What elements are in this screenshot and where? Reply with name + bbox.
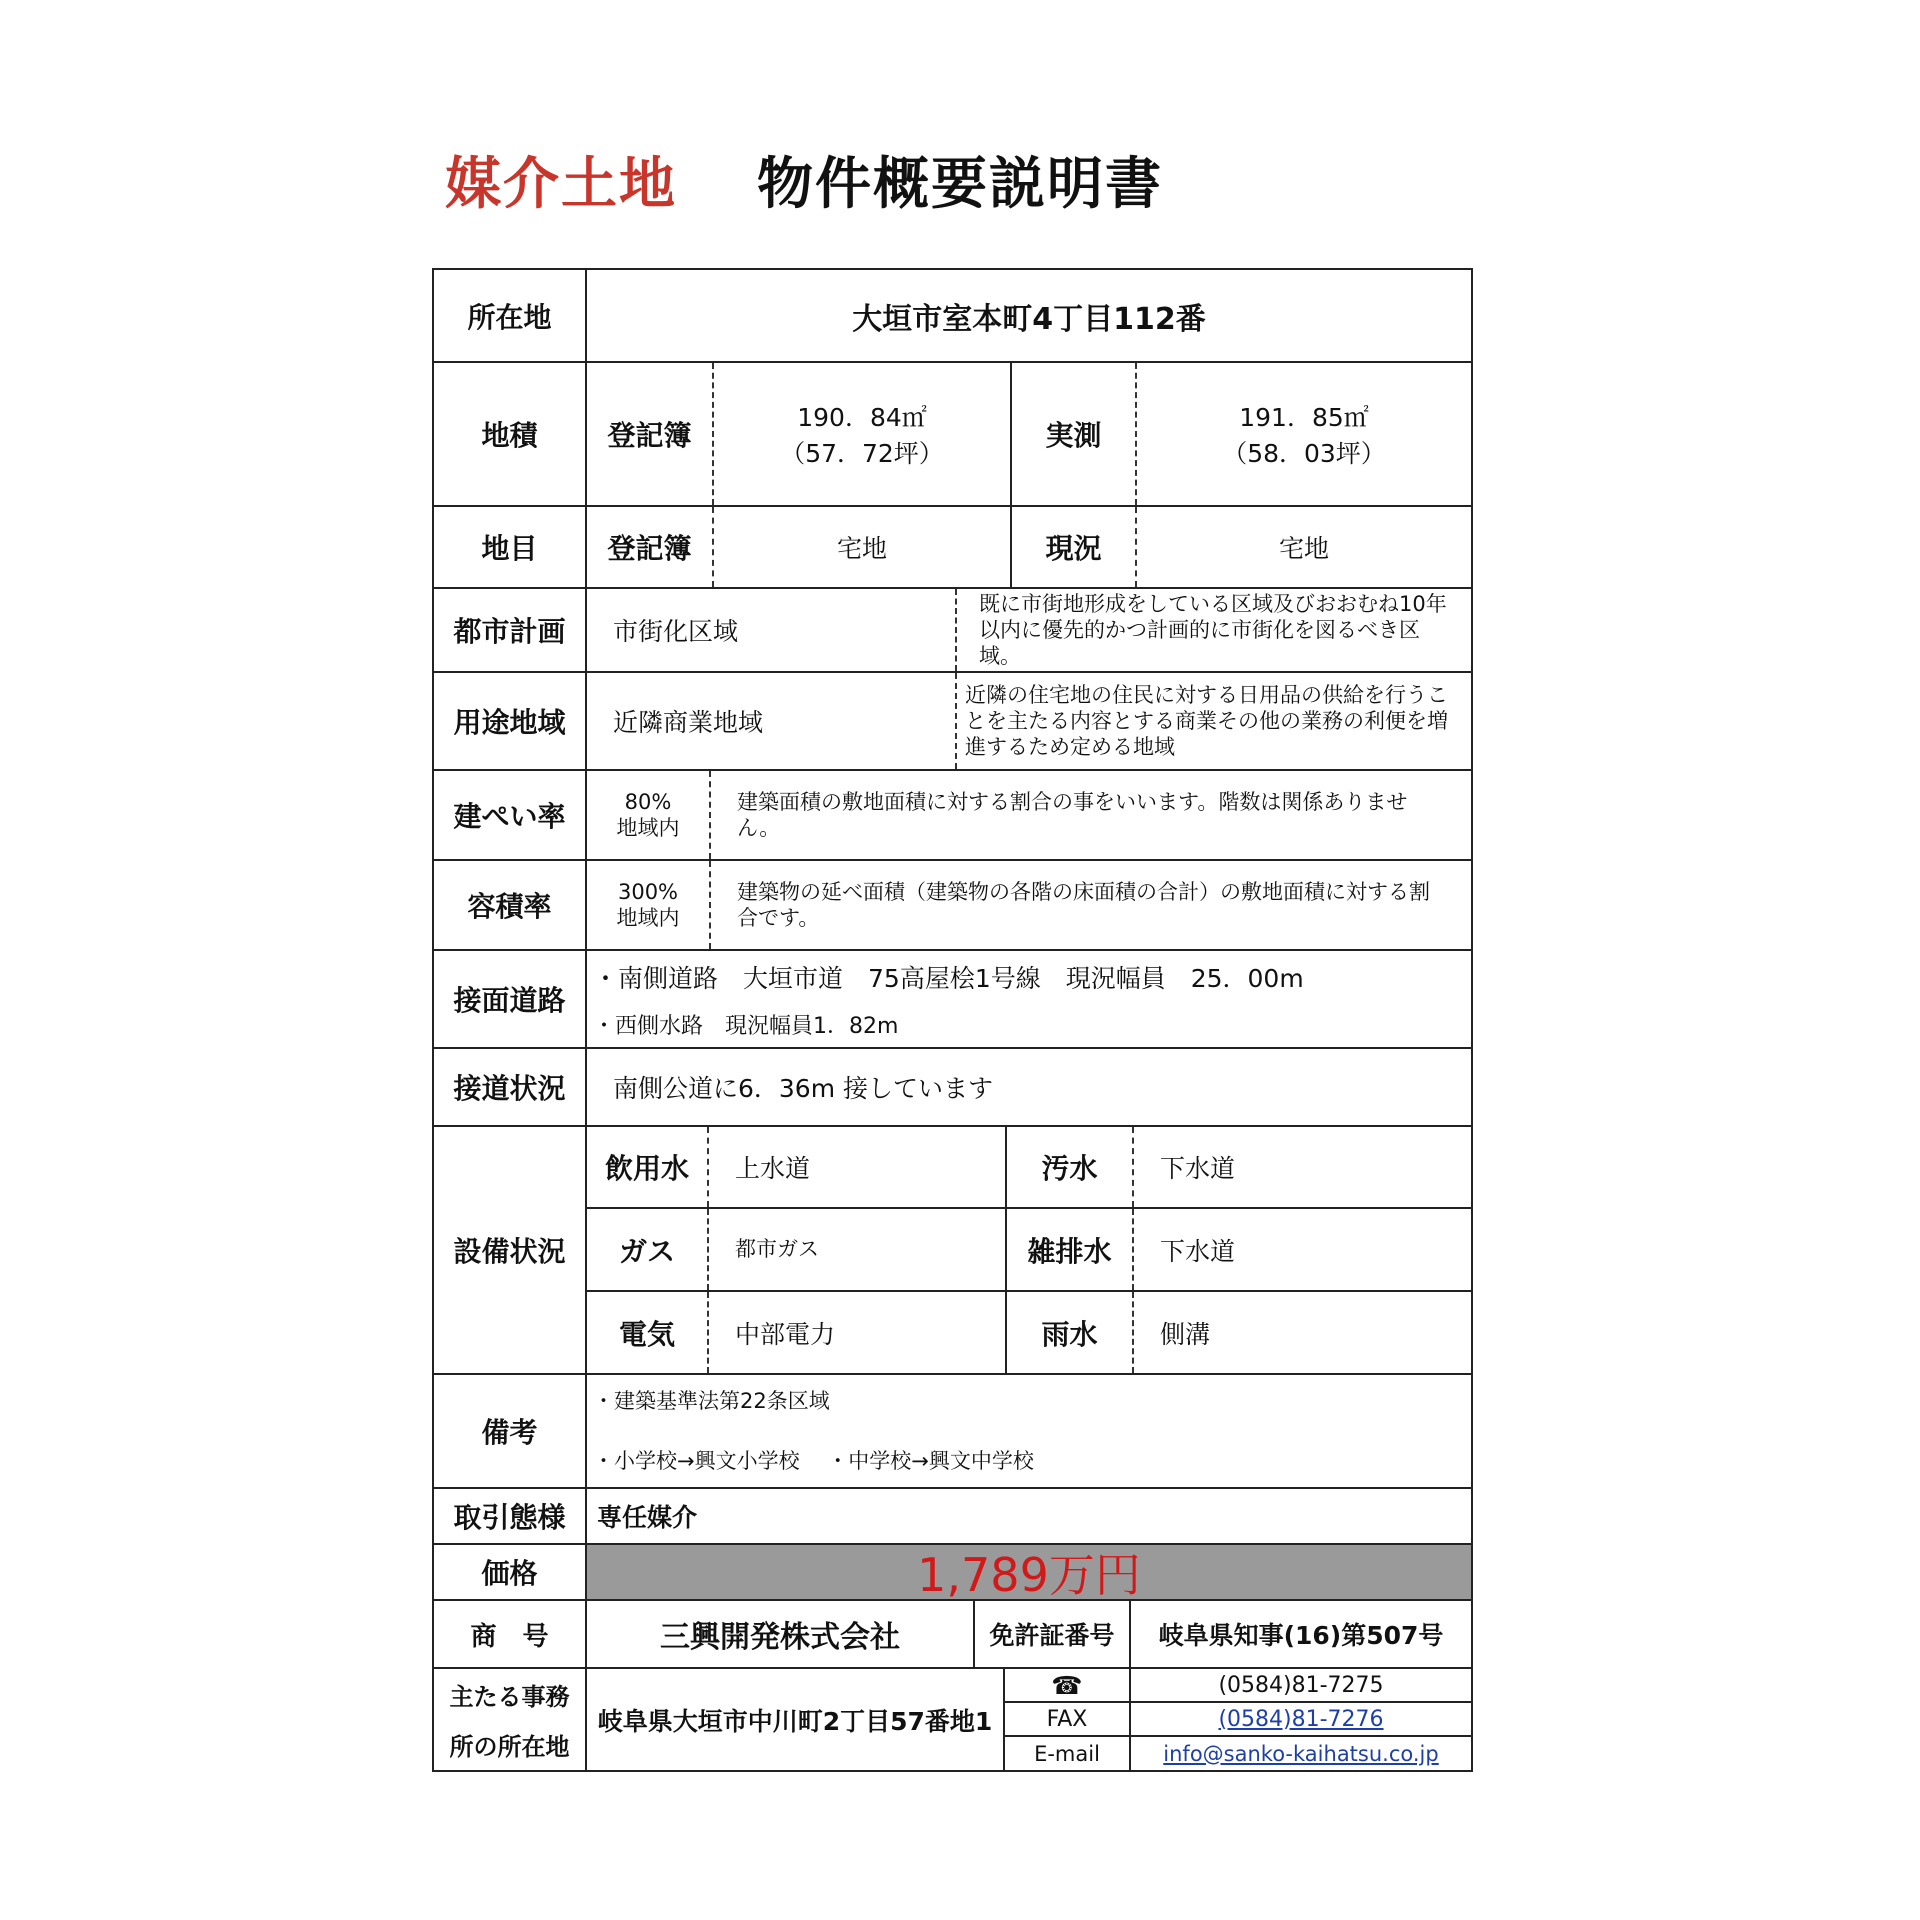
facility-rain-label: 雨水 <box>1041 1317 1098 1351</box>
coverage-pct: 80% <box>624 789 672 814</box>
far-desc: 建築物の延べ面積（建築物の各階の床面積の合計）の敷地面積に対する割合です。 <box>709 861 1471 949</box>
license-label: 免許証番号 <box>973 1599 1131 1669</box>
fax-label: FAX <box>1003 1701 1131 1737</box>
transaction-label: 取引態様 <box>432 1487 587 1545</box>
city-planning-label: 都市計画 <box>432 587 587 673</box>
notes-line-2: ・小学校→興文小学校 ・中学校→興文中学校 <box>593 1449 1034 1473</box>
email-link[interactable]: info@sanko-kaihatsu.co.jp <box>1163 1741 1439 1766</box>
facility-sewage-label: 汚水 <box>1041 1152 1098 1185</box>
facility-gas-label: ガス <box>618 1234 675 1268</box>
facility-misc-value: 下水道 <box>1132 1209 1471 1290</box>
area-registry-label: 登記簿 <box>607 419 692 452</box>
facility-gas-value: 都市ガス <box>707 1209 1005 1290</box>
office-label-line-2: 所の所在地 <box>449 1733 570 1761</box>
facility-sewage-value: 下水道 <box>1132 1127 1471 1207</box>
company-label: 商 号 <box>432 1599 587 1669</box>
road-line-1: ・南側道路 大垣市道 75高屋桧1号線 現況幅員 25．00m <box>593 963 1304 993</box>
coverage-label: 建ぺい率 <box>432 769 587 861</box>
facility-rain-value: 側溝 <box>1132 1292 1471 1373</box>
area-registry-value <box>712 363 1010 505</box>
location-value: 大垣市室本町4丁目112番 <box>585 268 1473 363</box>
office-address: 岐阜県大垣市中川町2丁目57番地1 <box>585 1667 1005 1772</box>
office-label-line-1: 主たる事務 <box>449 1683 570 1711</box>
road-value <box>585 949 1473 1049</box>
coverage-desc: 建築面積の敷地面積に対する割合の事をいいます。階数は関係ありません。 <box>709 771 1471 859</box>
coverage-within: 地域内 <box>616 816 680 840</box>
land-category-label: 地目 <box>432 505 587 589</box>
notes-value <box>585 1373 1473 1489</box>
area-survey-m2: 191．85㎡ <box>1239 403 1369 432</box>
coverage-pct-box <box>587 771 709 859</box>
city-planning-desc: 既に市街地形成をしている区域及びおおむね10年以内に優先的かつ計画的に市街化を図るべき区域。 <box>955 589 1471 671</box>
far-pct: 300% <box>617 879 679 904</box>
land-current-value: 宅地 <box>1135 507 1471 587</box>
notes-line-1: ・建築基準法第22条区域 <box>593 1388 830 1413</box>
far-label: 容積率 <box>432 859 587 951</box>
road-access-label: 接道状況 <box>432 1047 587 1127</box>
page-title <box>445 140 1163 220</box>
tel-value: (0584)81-7275 <box>1129 1667 1473 1703</box>
location-label: 所在地 <box>432 268 587 363</box>
area-label: 地積 <box>432 361 587 507</box>
area-survey-value <box>1135 363 1471 505</box>
transaction-value: 専任媒介 <box>585 1487 1473 1545</box>
facility-elec-label: 電気 <box>618 1317 675 1351</box>
road-access-value: 南側公道に6．36m 接しています <box>585 1047 1473 1127</box>
facility-water-label: 飲用水 <box>604 1152 689 1185</box>
area-registry-tsubo: （57．72坪） <box>780 439 944 468</box>
city-planning-value: 市街化区域 <box>613 617 739 646</box>
far-pct-box <box>587 861 709 949</box>
title-category: 媒介土地 <box>445 152 677 217</box>
fax-value[interactable] <box>1129 1701 1473 1737</box>
road-label: 接面道路 <box>432 949 587 1049</box>
title-main: 物件概要説明書 <box>757 152 1163 217</box>
price-label: 価格 <box>432 1543 587 1601</box>
company-name: 三興開発株式会社 <box>585 1599 975 1669</box>
area-survey-tsubo: （58．03坪） <box>1222 439 1386 468</box>
zoning-desc: 近隣の住宅地の住民に対する日用品の供給を行うことを主たる内容とする商業その他の業務の利便を増進するため定める地域 <box>955 673 1471 769</box>
facilities-label: 設備状況 <box>432 1125 587 1375</box>
notes-label: 備考 <box>432 1373 587 1489</box>
area-survey-label: 実測 <box>1010 363 1135 505</box>
office-label <box>432 1667 587 1772</box>
far-within: 地域内 <box>616 906 680 930</box>
license-value: 岐阜県知事(16)第507号 <box>1129 1599 1473 1669</box>
phone-icon: ☎ <box>1003 1667 1131 1703</box>
zoning-value: 近隣商業地域 <box>613 708 764 737</box>
facility-elec-value: 中部電力 <box>707 1292 1005 1373</box>
facility-misc-label: 雑排水 <box>1027 1234 1112 1268</box>
area-registry-m2: 190．84㎡ <box>797 403 927 432</box>
email-label: E-mail <box>1003 1735 1131 1772</box>
fax-link[interactable]: (0584)81-7276 <box>1218 1706 1384 1732</box>
land-registry-label: 登記簿 <box>607 532 692 565</box>
land-registry-value: 宅地 <box>712 507 1010 587</box>
email-value[interactable] <box>1129 1735 1473 1772</box>
zoning-label: 用途地域 <box>432 671 587 771</box>
price-value: 1,789万円 <box>585 1543 1473 1601</box>
road-line-2: ・西側水路 現況幅員1．82m <box>593 1013 899 1039</box>
land-current-label: 現況 <box>1010 507 1135 587</box>
facility-water-value: 上水道 <box>707 1127 1005 1207</box>
